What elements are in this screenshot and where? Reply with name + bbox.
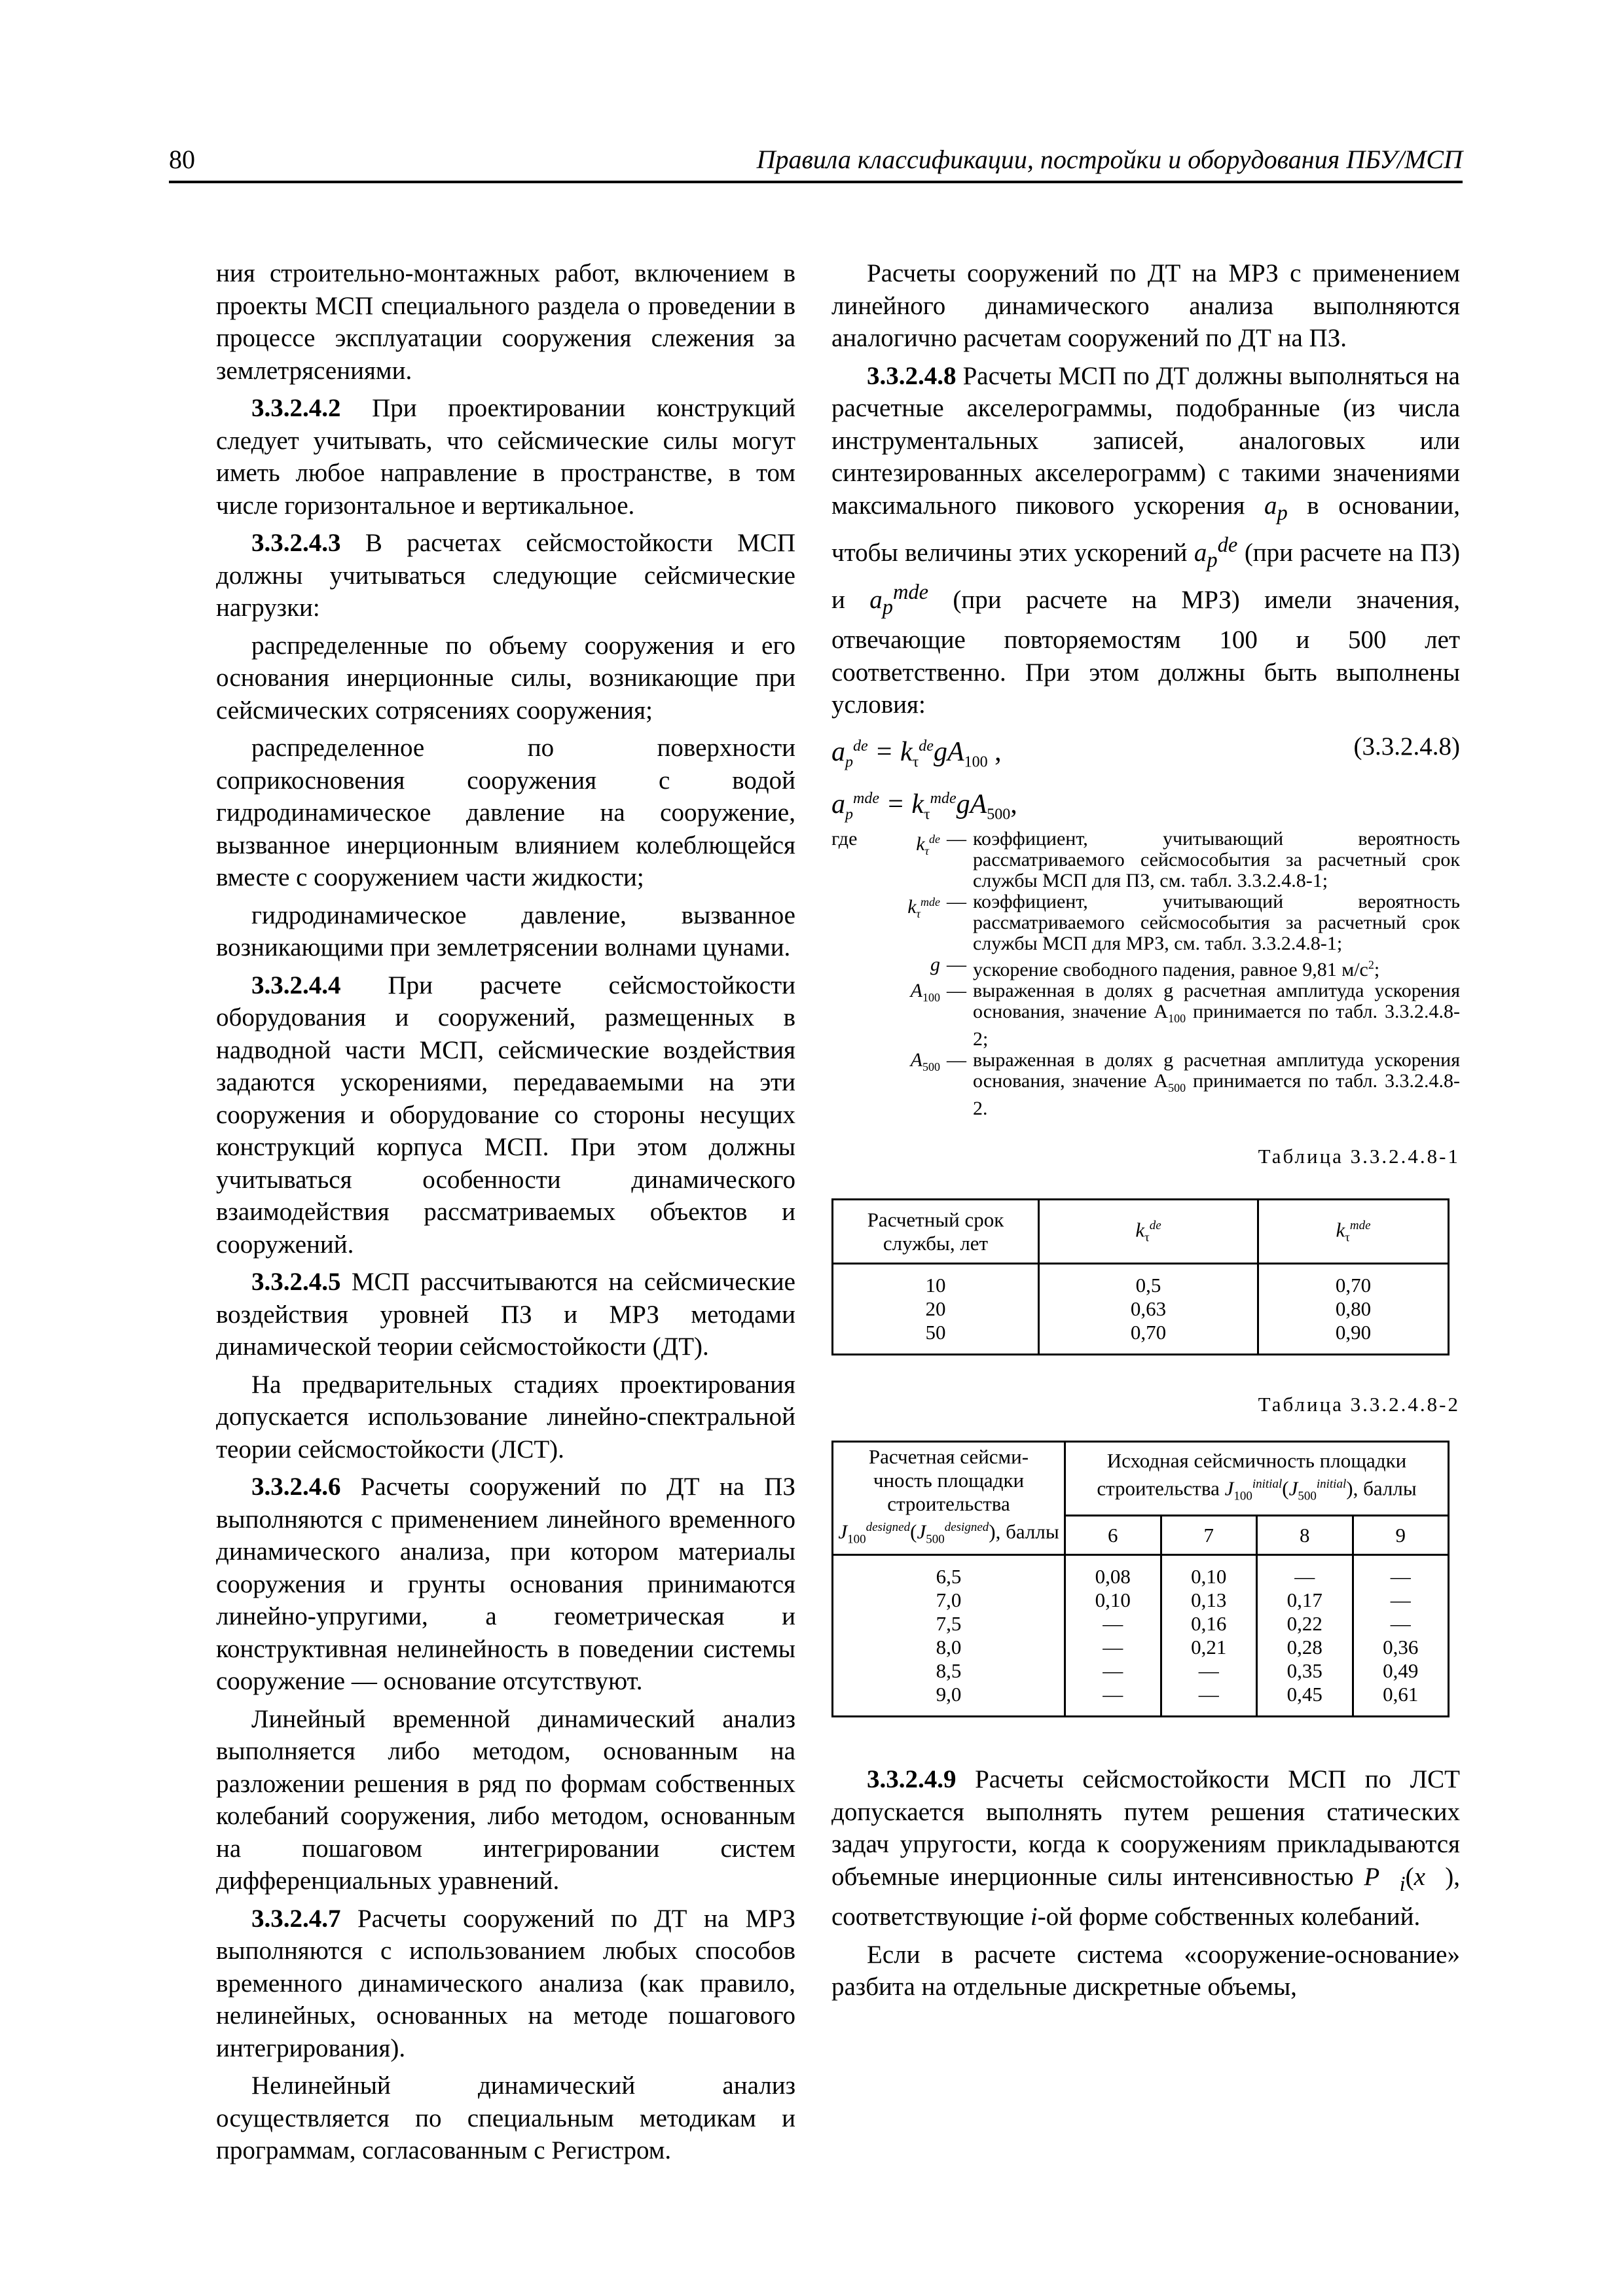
table-caption: Таблица 3.3.2.4.8-1 [1258, 1144, 1460, 1168]
table-cell: 0,5 0,63 0,70 [1039, 1264, 1258, 1355]
paragraph: Расчеты сооружений по ДТ на МРЗ с применением линейного динамического анализа выполняются аналогично расчетам сооружений по ДТ на ПЗ. [831, 259, 1460, 352]
table-header: 7 [1161, 1516, 1257, 1555]
left-column [216, 257, 795, 2167]
paragraph: 3.3.2.4.4 При расчете сейсмостойкости оборудования и сооружений, размещенных в надводной части МСП, сейсмические воздействия задаются ускорениями, передаваемыми на эти сооружения и оборудование со стороны несущих конструкций корпуса МСП. При этом должны учитываться особенности динамического взаимодействия рассматриваемых объектов и сооружений. [216, 971, 795, 1259]
clause-number: 3.3.2.4.7 [251, 1904, 341, 1933]
formula-number: (3.3.2.4.8) [1353, 732, 1460, 761]
header-rule [169, 181, 1463, 183]
clause-number: 3.3.2.4.5 [251, 1268, 341, 1296]
table-cell: — — — 0,36 0,49 0,61 [1353, 1555, 1449, 1717]
paragraph: Если в расчете система «сооружение-основание» разбита на отдельные дискретные объемы, [831, 1940, 1460, 2001]
paragraph: ния строительно-монтажных работ, включением в проекты МСП специального раздела о проведении в процессе эксплуатации сооружения слежения за землетрясениями. [216, 259, 795, 385]
where-item: $A_{500}$ — выраженная в долях g расчетная амплитуда ускорения основания, значение $A_{500}$ принимается по табл. 3.3.2.4.8-2. [910, 1049, 1461, 1119]
right-column [831, 257, 1460, 2003]
where-list [831, 829, 1460, 1119]
paragraph: 3.3.2.4.2 При проектировании конструкций следует учитывать, что сейсмические силы могут иметь любое направление в пространстве, в том числе горизонтальное и вертикальное. [216, 394, 795, 520]
table-cell: 10 20 50 [833, 1264, 1039, 1355]
table-cell: — 0,17 0,22 0,28 0,35 0,45 [1257, 1555, 1353, 1717]
clause-number: 3.3.2.4.3 [251, 529, 341, 557]
paragraph: 3.3.2.4.6 Расчеты сооружений по ДТ на ПЗ выполняются с применением линейного временного динамического анализа, при котором материалы сооружения и грунты основания принимаются линейно-упругими, а геометрическая и конструктивная нелинейность в поведении системы сооружение — основание отсутствуют. [216, 1473, 795, 1695]
page-header [169, 143, 1463, 183]
table-header: Расчетный срок службы, лет [833, 1200, 1039, 1264]
table-header: $k_\tau^{de}$ [1039, 1200, 1258, 1264]
table-header: 8 [1257, 1516, 1353, 1555]
paragraph: 3.3.2.4.9 Расчеты сейсмостойкости МСП по ЛСТ допускается выполнять путем решения статических задач упругости, когда к сооружениям прикладываются объемные инерционные силы интенсивностью $P⃗_i(x⃗)$, соответствующие i-ой форме собственных колебаний. [831, 1765, 1460, 1931]
table-3-3-2-4-8-2 [831, 1441, 1450, 1718]
where-item: $k_\tau^{mde}$ — коэффициент, учитывающий вероятность рассматриваемого сейсмособытия за расчетный срок службы МСП для МРЗ, см. табл. 3.3.2.4.8-1; [907, 890, 1460, 954]
clause-number: 3.3.2.4.4 [251, 971, 341, 999]
where-item: g — ускорение свободного падения, равное 9,81 $м/с^2$; [930, 953, 1380, 980]
table-caption: Таблица 3.3.2.4.8-2 [1258, 1393, 1460, 1416]
paragraph: 3.3.2.4.3 В расчетах сейсмостойкости МСП должны учитываться следующие сейсмические нагрузки: [216, 529, 795, 622]
table-header: 9 [1353, 1516, 1449, 1555]
paragraph: 3.3.2.4.5 МСП рассчитываются на сейсмические воздействия уровней ПЗ и МРЗ методами динамической теории сейсмостойкости (ДТ). [216, 1268, 795, 1361]
table-header: $k_\tau^{mde}$ [1258, 1200, 1449, 1264]
clause-number: 3.3.2.4.8 [867, 361, 957, 390]
table-cell: 0,70 0,80 0,90 [1258, 1264, 1449, 1355]
formula-3-3-2-4-8: $a_p^{de} = k_\tau^{de}gA_{100}$ , (3.3.2.4.8) [831, 730, 1460, 770]
paragraph: гидродинамическое давление, вызванное возникающими при землетрясении волнами цунами. [216, 901, 795, 961]
paragraph: 3.3.2.4.7 Расчеты сооружений по ДТ на МРЗ выполняются с использованием любых способов временного динамического анализа (как правило, нелинейных, основанных на методе пошагового интегрирования). [216, 1904, 795, 2062]
clause-number: 3.3.2.4.2 [251, 394, 341, 422]
table-header: Расчетная сейсми- чность площадки строительства $J_{100}^{designed}(J_{500}^{designed})$, баллы [833, 1441, 1065, 1555]
clause-number: 3.3.2.4.9 [867, 1765, 957, 1794]
formula-mde: $a_p^{mde} = k_\tau^{mde}gA_{500}$, [831, 789, 1017, 823]
where-item: $A_{100}$ — выраженная в долях g расчетная амплитуда ускорения основания, значение $A_{100}$ принимается по табл. 3.3.2.4.8-2; [910, 979, 1461, 1050]
table-header: 6 [1065, 1516, 1161, 1555]
table-cell: 6,5 7,0 7,5 8,0 8,5 9,0 [833, 1555, 1065, 1717]
where-item: где $k_\tau^{de}$ — коэффициент, учитывающий вероятность рассматриваемого сейсмособытия за расчетный срок службы МСП для ПЗ, см. табл. 3.3.2.4.8-1; [831, 827, 1460, 891]
paragraph: 3.3.2.4.8 Расчеты МСП по ДТ должны выполняться на расчетные акселерограммы, подобранные (из числа инструментальных записей, аналоговых или синтезированных акселерограмм) с такими значениями максимального пикового ускорения $a_p$ в основании, чтобы величины этих ускорений $a_p^{de}$ (при расчете на ПЗ) и $a_p^{mde}$ (при расчете на МРЗ) имели значения, отвечающие повторяемостям 100 и 500 лет соответственно. При этом должны быть выполнены условия: [831, 361, 1461, 719]
running-title: Правила классификации, постройки и оборудования ПБУ/МСП [756, 145, 1463, 174]
table-cell: 0,08 0,10 — — — — [1065, 1555, 1161, 1717]
paragraph: На предварительных стадиях проектирования допускается использование линейно-спектральной теории сейсмостойкости (ЛСТ). [216, 1370, 795, 1463]
table-cell: 0,10 0,13 0,16 0,21 — — [1161, 1555, 1257, 1717]
paragraph: Линейный временной динамический анализ выполняется либо методом, основанным на разложении решения в ряд по формам собственных колебаний сооружения, либо методом, основанным на пошаговом интегрировании систем дифференциальных уравнений. [216, 1704, 795, 1895]
paragraph: Нелинейный динамический анализ осуществляется по специальным методикам и программам, согласованным с Регистром. [216, 2072, 795, 2164]
table-header: Исходная сейсмичность площадки строительства $J_{100}^{initial}(J_{500}^{initial})$, баллы [1065, 1441, 1449, 1516]
page-number: 80 [169, 145, 195, 174]
table-3-3-2-4-8-1 [831, 1198, 1450, 1355]
clause-number: 3.3.2.4.6 [251, 1473, 341, 1501]
paragraph: распределенные по объему сооружения и его основания инерционные силы, возникающие при сейсмических сотрясениях сооружения; [216, 631, 795, 725]
paragraph: распределенное по поверхности соприкосновения сооружения с водой гидродинамическое давление на сооружение, вызванное инерционным влиянием колеблющейся вместе с сооружением части жидкости; [216, 734, 795, 891]
